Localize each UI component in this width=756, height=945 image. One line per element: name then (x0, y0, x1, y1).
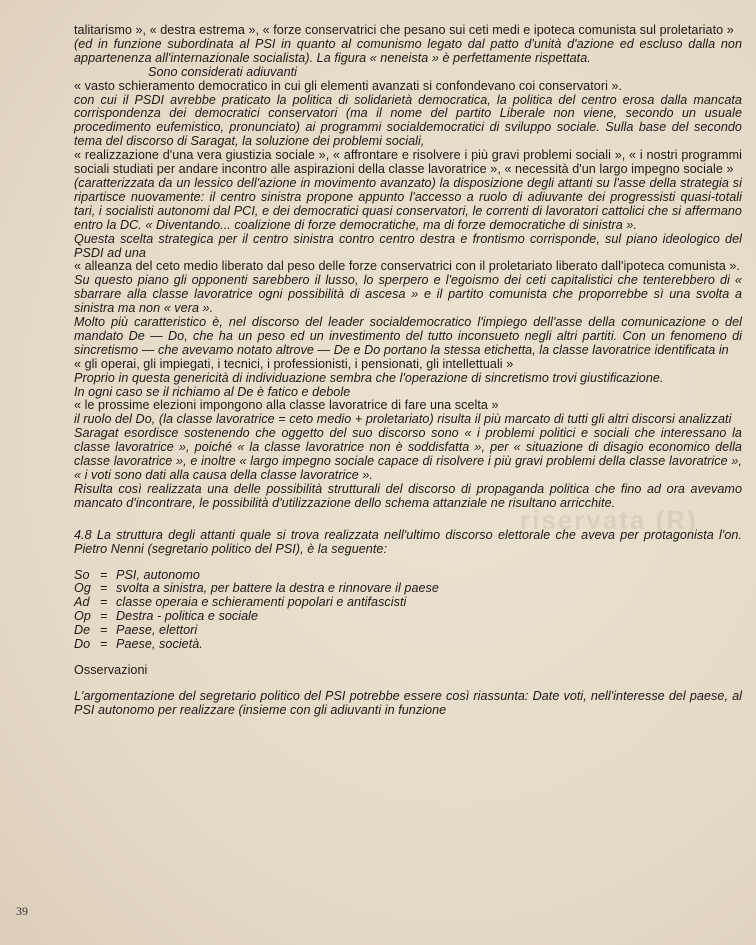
actant-row: Ad = classe operaia e schieramenti popolari e antifascisti (74, 595, 407, 610)
paragraph: il ruolo del Do, (la classe lavoratrice = ceto medio + proletariato) risulta il più marcato di tutti gli altri discorsi analizzati (74, 412, 732, 427)
actant-list (74, 569, 742, 652)
observations-heading: Osservazioni (74, 662, 148, 677)
actant-key: So (74, 567, 90, 582)
actant-value: svolta a sinistra, per battere la destra e rinnovare il paese (116, 581, 439, 596)
paragraph: Sono considerati adiuvanti (148, 64, 298, 79)
paragraph: talitarismo », « destra estrema », « forze conservatrici che pesano sui ceti medi e ipoteca comunista sul proletariato » (74, 23, 734, 37)
actant-value: classe operaia e schieramenti popolari e antifascisti (116, 595, 407, 610)
section-paragraph: 4.8 La struttura degli attanti quale si trova realizzata nell'ultimo discorso elettorale che aveva per protagonista l'on. Pietro Nenni (segretario politico del PSI), è la seguente: (74, 527, 742, 556)
quote: « vasto schieramento democratico in cui gli elementi avanzati si confondevano coi conservatori ». (74, 78, 623, 93)
watermark: riservata (R) (520, 505, 698, 535)
quote: « le prossime elezioni impongono alla classe lavoratrice di fare una scelta » (74, 398, 499, 413)
body-text (74, 24, 742, 718)
actant-row: Og = svolta a sinistra, per battere la destra e rinnovare il paese (74, 581, 439, 596)
quote: « alleanza del ceto medio liberato dal peso delle forze conservatrici con il proletariato liberato dall'ipoteca comunista ». (74, 259, 740, 274)
quote: « realizzazione d'una vera giustizia sociale », « affrontare e risolvere i più gravi problemi sociali », « i nostri programmi sociali studiati per andare incontro alle aspirazioni della classe lavoratrice », « necessità d'un largo impegno sociale » (74, 148, 742, 177)
paragraph: Saragat esordisce sostenendo che oggetto del suo discorso sono « i problemi politici e sociali che interessano la classe lavoratrice », poiché « la classe lavoratrice non è soddisfatta », per « situazione di disagio economico della classe lavoratrice », e inoltre « largo impegno sociale capace di risolvere i più gravi problemi della classe lavoratrice », « i voti sono dati alla causa della classe lavoratrice ». (74, 426, 742, 482)
page-number: 39 (16, 904, 28, 918)
actant-key: Op (74, 609, 91, 624)
paragraph: Proprio in questa genericità di individuazione sembra che l'operazione di sincretismo trovi giustificazione. (74, 370, 664, 385)
paragraph: Su questo piano gli opponenti sarebbero il lusso, lo sperpero e l'egoismo dei ceti capitalistici che tenterebbero di « sbarrare alla classe lavoratrice ogni possibilità di ascesa » e il partito comunista che proporrebbe sì una svolta a sinistra ma non « vera ». (74, 273, 742, 316)
actant-row: So = PSI, autonomo (74, 567, 200, 582)
actant-value: PSI, autonomo (116, 567, 200, 582)
paragraph: con cui il PSDI avrebbe praticato la politica di solidarietà democratica, la politica del centro erosa dalla mancata corrispondenza dei democratici conservatori (ma il nome del partito Liberale non viene, secondo un usuale procedimento eufemistico, pronunciato) ai programmi socialdemocratici di sviluppo sociale. Sulla base del secondo tema del discorso di Saragat, la soluzione dei problemi sociali, (74, 92, 742, 149)
paragraph: (ed in funzione subordinata al PSI in quanto al comunismo legato dal patto d'unità d'azione ed escluso dalla non appartenenza all'internazionale socialista). La figura « neneista » è perfettamente rispettata. (74, 36, 742, 65)
paragraph: In ogni caso se il richiamo al De è fatico e debole (74, 384, 351, 399)
actant-row: Op = Destra - politica e sociale (74, 609, 259, 624)
actant-key: Og (74, 581, 91, 596)
actant-key: De (74, 623, 91, 638)
paragraph: Questa scelta strategica per il centro sinistra contro centro destra e frontismo corrisponde, sul piano ideologico del PSDI ad una (74, 231, 742, 260)
quote: « gli operai, gli impiegati, i tecnici, i professionisti, i pensionati, gli intellettuali » (74, 356, 514, 371)
paragraph: Molto più caratteristico è, nel discorso del leader socialdemocratico l'impiego dell'asse della comunicazione o del mandato De — Do, che ha un peso ed un investimento del tutto inconsueto negli altri partiti. Con un fenomeno di sincretismo — che avevamo notato altrove — De e Do portano la stessa etichetta, la classe lavoratrice identificata in (74, 315, 742, 357)
actant-key: Do (74, 637, 91, 652)
actant-row: De = Paese, elettori (74, 623, 198, 638)
paragraph: (caratterizzata da un lessico dell'azione in movimento avanzato) la disposizione degli attanti su l'asse della strategia si ripartisce nuovamente: il centro sinistra propone appunto l'accesso a ruolo di adiuvante dei progressisti quasi-totali tari, i socialisti autonomi dal PCI, e dei democratici quasi conservatori, le correnti di lavoratori cattolici che si affermano entro la DC. « Diventando... coalizione di forze democratiche, ma di forze democratiche di sinistra ». (74, 175, 742, 232)
paragraph: Risulta così realizzata una delle possibilità strutturali del discorso di propaganda politica che fino ad ora avevamo mancato d'incontrare, le possibilità d'utilizzazione dello schema attanziale ne risultano arricchite. (74, 481, 742, 510)
closing-paragraph: L'argomentazione del segretario politico del PSI potrebbe essere così riassunta: Date voti, nell'interesse del paese, al PSI autonomo per realizzare (insieme con gli adiuvanti in funzione (74, 688, 742, 717)
actant-value: Paese, società. (116, 637, 203, 652)
actant-row: Do = Paese, società. (74, 637, 203, 652)
actant-value: Paese, elettori (116, 623, 198, 638)
actant-value: Destra - politica e sociale (116, 609, 259, 624)
actant-key: Ad (74, 595, 90, 610)
